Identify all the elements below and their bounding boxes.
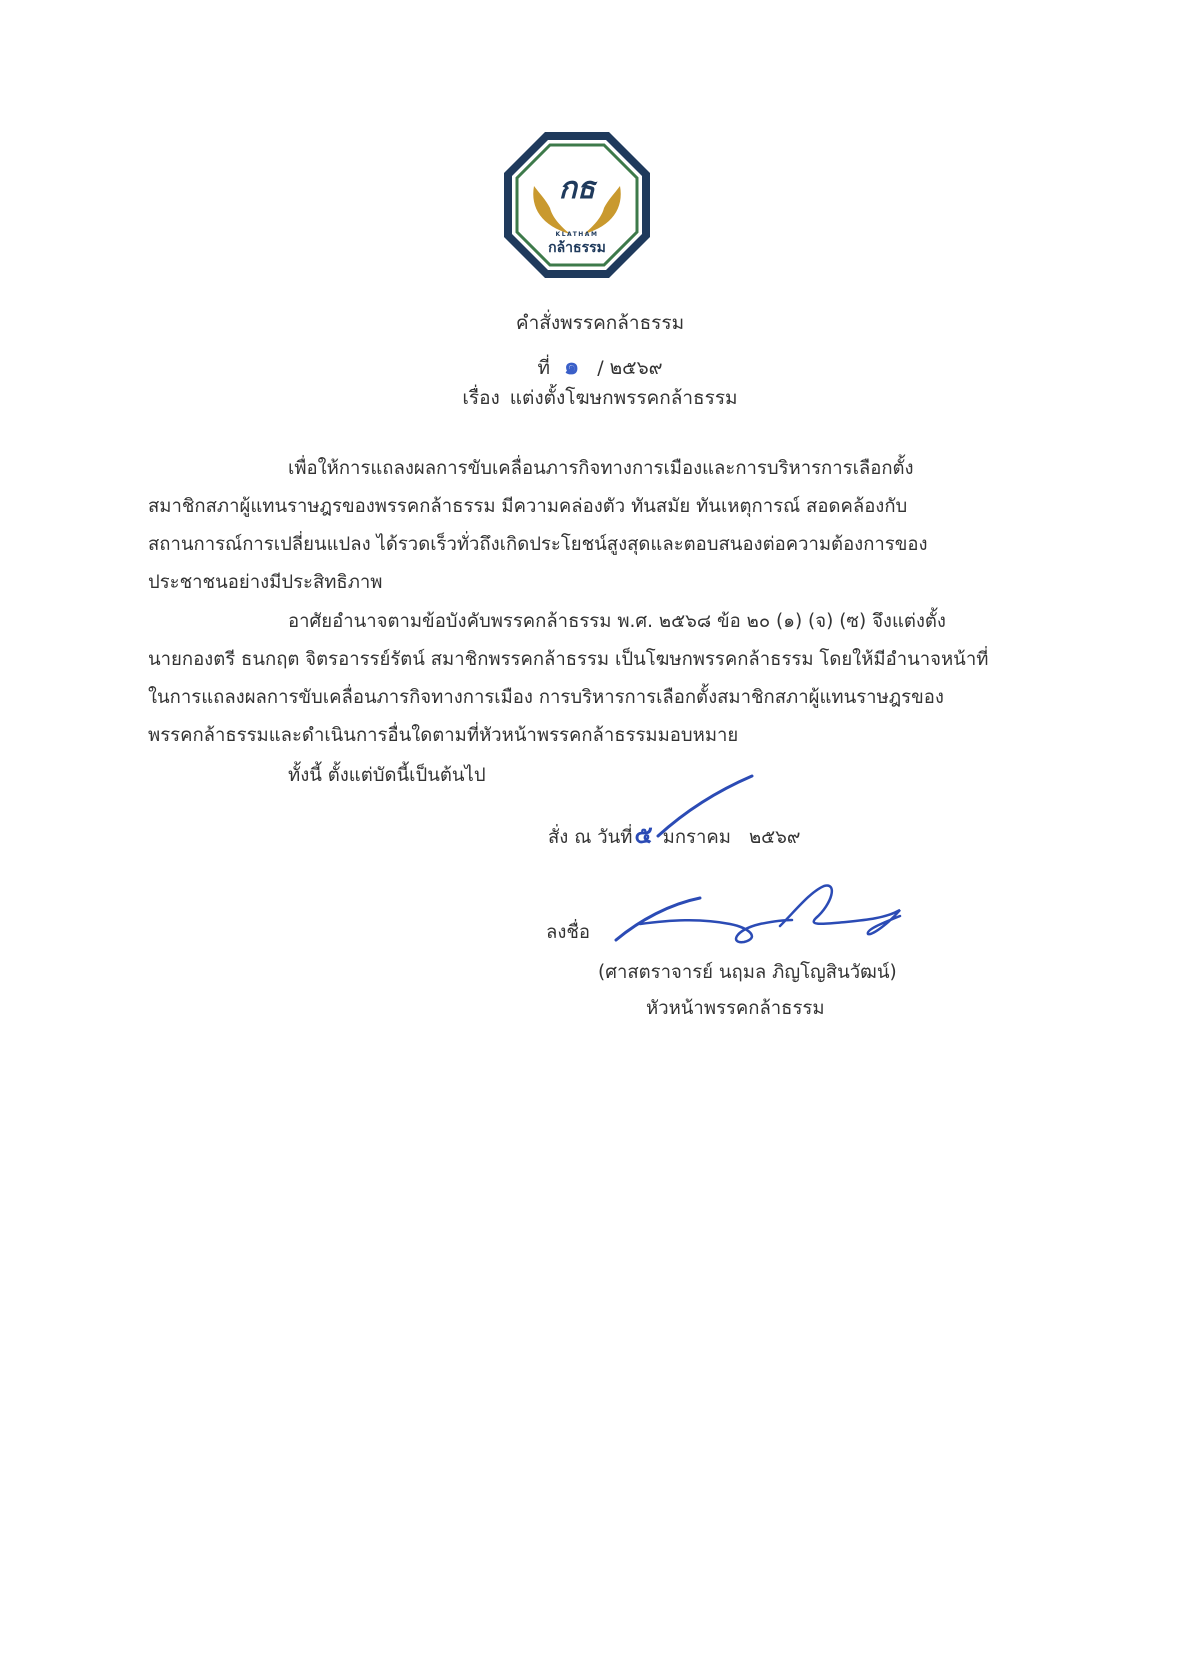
paragraph-effective: ทั้งนี้ ตั้งแต่บัดนี้เป็นต้นไป: [288, 765, 486, 786]
signature-icon: [610, 880, 910, 950]
paragraph-purpose: [148, 450, 1016, 602]
paragraph-line: พรรคกล้าธรรมและดำเนินการอื่นใดตามที่หัวหน้าพรรคกล้าธรรมมอบหมาย: [148, 725, 739, 746]
date-month: มกราคม: [662, 827, 731, 848]
paragraph-line: สถานการณ์การเปลี่ยนแปลง ได้รวดเร็วทั่วถึงเกิดประโยชน์สูงสุดและตอบสนองต่อความต้องการของ: [148, 534, 928, 555]
order-number-line: [0, 346, 1200, 385]
signature-label: ลงชื่อ: [546, 922, 591, 943]
order-prefix: ที่: [537, 357, 550, 379]
svg-text:กธ: กธ: [558, 171, 596, 206]
subject-text: แต่งตั้งโฆษกพรรคกล้าธรรม: [509, 387, 738, 409]
date-year: ๒๕๖๙: [748, 827, 801, 848]
order-number: ๑: [563, 352, 580, 380]
paragraph-line: เพื่อให้การแถลงผลการขับเคลื่อนภารกิจทางการเมืองและการบริหารการเลือกตั้ง: [288, 458, 914, 479]
document-title: คำสั่งพรรคกล้าธรรม: [515, 312, 685, 334]
svg-text:KLATHAM: KLATHAM: [555, 231, 599, 238]
order-date: [548, 815, 800, 854]
date-prefix: สั่ง ณ วันที่: [548, 827, 633, 848]
svg-text:กล้าธรรม: กล้าธรรม: [548, 240, 606, 256]
party-logo: [500, 128, 654, 282]
signer-position: หัวหน้าพรรคกล้าธรรม: [646, 998, 825, 1019]
paragraph-line: อาศัยอำนาจตามข้อบังคับพรรคกล้าธรรม พ.ศ. ๒๕๖๘ ข้อ ๒๐ (๑) (จ) (ซ) จึงแต่งตั้ง: [288, 611, 946, 632]
paragraph-appointment: [148, 603, 1016, 755]
order-year: / ๒๕๖๙: [597, 357, 663, 379]
paragraph-line: สมาชิกสภาผู้แทนราษฎรของพรรคกล้าธรรม มีความคล่องตัว ทันสมัย ทันเหตุการณ์ สอดคล้องกับ: [148, 496, 908, 517]
paragraph-line: นายกองตรี ธนกฤต จิตรอารรย์รัตน์ สมาชิกพรรคกล้าธรรม เป็นโฆษกพรรคกล้าธรรม โดยให้มีอำนาจหน้าที่: [148, 649, 989, 670]
date-day: ๕: [634, 821, 653, 849]
paragraph-line: ในการแถลงผลการขับเคลื่อนภารกิจทางการเมือง การบริหารการเลือกตั้งสมาชิกสภาผู้แทนราษฎรของ: [148, 687, 944, 708]
signer-name: (ศาสตราจารย์ นฤมล ภิญโญสินวัฒน์): [598, 962, 897, 983]
paragraph-line: ประชาชนอย่างมีประสิทธิภาพ: [148, 572, 383, 593]
subject-label: เรื่อง: [462, 387, 500, 409]
subject-line: [0, 383, 1200, 413]
klatham-logo-icon: [500, 128, 654, 282]
